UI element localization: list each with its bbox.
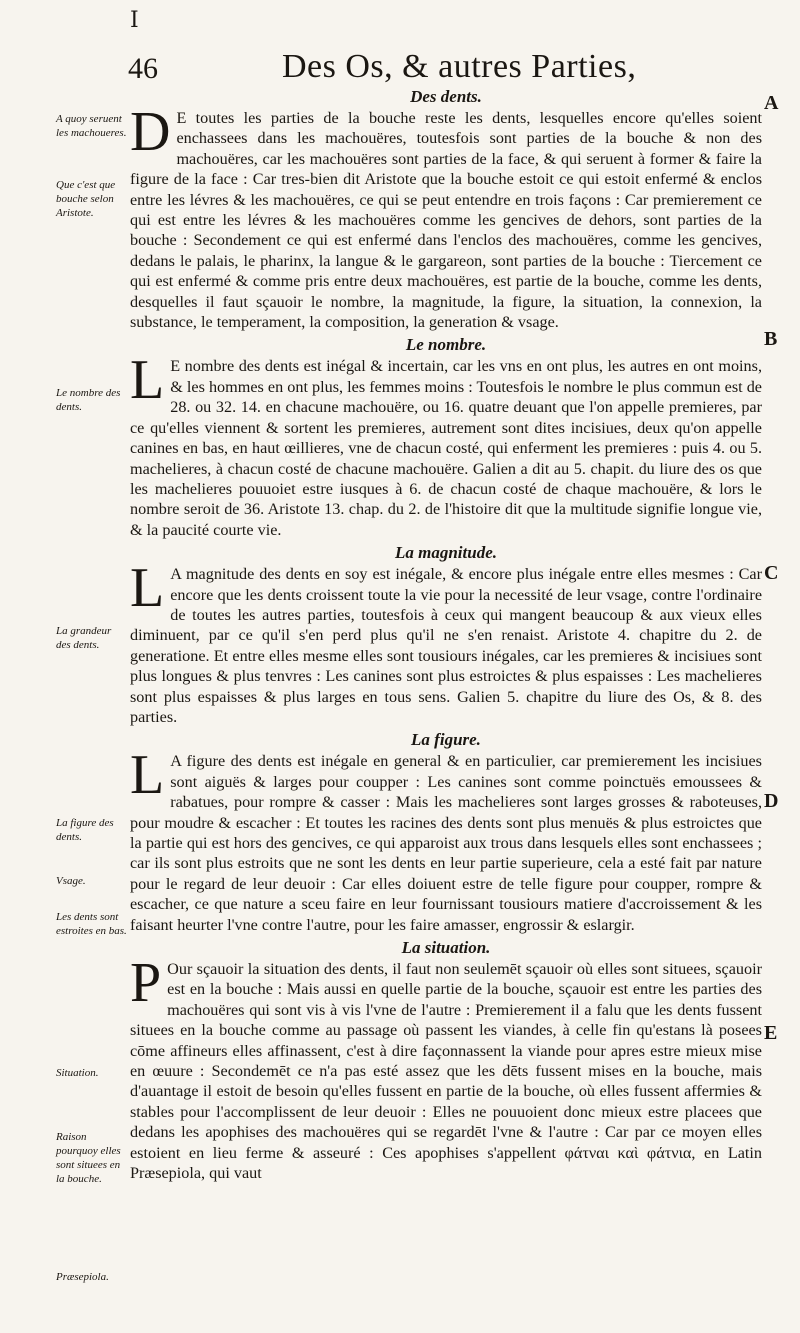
drop-cap: L — [130, 557, 165, 620]
paragraph-text: E toutes les parties de la bouche reste les dents, lesquelles encore qu'elles soient enchassees dans les machouëres, toutesfois sont parties de la bouche & non des machouëres, car les machouëres sont parties de la face, & qui seruent à former & faire la figure de la face : Car tres-bien dit Aristote que la bouche estoit ce qui estoit enfermé & enclos entre les lévres & les machouëres, ce qui se peut entendre en trois façons : Car premierement ce qui est entre les lévres & les machouëres comme les gencives de dehors, sont parties de la bouche : Secondement ce qui est enfermé dans l'enclos des machouëres, comme les gencives, dedans le palais, le pharinx, la langue & le gargareon, sont parties de la bouche : Tiercement ce qui est enfermé & comme pris entre deux machouëres, est partie de la bouche, comme les dents, desquelles il faut sçauoir le nombre, la magnitude, la figure, la situation, la connexion, la substance, le temperament, la composition, la generation & vsage. — [130, 109, 762, 332]
margin-note: Præsepiola. — [56, 1271, 109, 1283]
main-text-column — [130, 86, 762, 1184]
margin-letter-c: C — [764, 562, 779, 584]
margin-note: A quoy seruent les machoueres. — [56, 113, 127, 139]
paragraph-text: E nombre des dents est inégal & incertain, car les vns en ont plus, les autres en ont moins, & les hommes en ont plus, les femmes moins : Toutesfois le nombre le plus commun est de 28. ou 32. 14. en chacune machouëre, ou 16. quatre deuant que l'on appelle premieres, par ce qu'elles viennent & sortent les premieres, autrement sont dites incisiues, deux qu'on appelle canines en bas, en haut œillieres, vne de chacun costé, qui enferment les premieres : puis 4. ou 5. machelieres, à chacun costé de chacune machouëre. Galien a dit au 5. chapit. du liure des os que les machelieres pouuoiet estre iusques à 6. de chacun costé de chaque machouëre, & lors le nombre seroit de 36. Aristote 13. chap. du 2. de l'histoire dit que la multitude signifie longue vie, & la paucité courte vie. — [130, 357, 762, 539]
top-mark: I — [130, 8, 139, 33]
margin-note: La figure des dents. — [56, 817, 114, 843]
section-paragraph — [130, 744, 762, 935]
margin-letter-a: A — [764, 92, 779, 114]
section-title: La situation. — [401, 938, 491, 958]
margin-note: La grandeur des dents. — [56, 625, 112, 651]
margin-note: Raison pourquoy elles sont situees en la bouche. — [56, 1131, 121, 1185]
margin-letter-d: D — [764, 790, 779, 812]
section-title: La figure. — [411, 730, 481, 750]
margin-note: Situation. — [56, 1067, 99, 1079]
page-number: 46 — [128, 52, 158, 85]
drop-cap: L — [130, 744, 165, 807]
margin-note: Que c'est que bouche selon Aristote. — [56, 179, 116, 219]
section-paragraph — [130, 349, 762, 540]
section-paragraph — [130, 952, 762, 1183]
section-paragraph — [130, 557, 762, 727]
paragraph-text: Our sçauoir la situation des dents, il faut non seulemēt sçauoir où elles sont situees, sçauoir est en la bouche : Mais aussi en quelle partie de la bouche, sçauoir est entre les parties des machouëres qui sont vis à vis l'vne de l'autre : Premierement il a falu que les dents fussent situees en la bouche comme au passage où passent les viandes, à celle fin qu'estans là posees cōme affineurs elles affinassent, c'est à dire façonnassent la viande pour apres estre mieux mise en œuure : Secondemēt ce n'a pas esté assez que les dēts fussent mises en la bouche, mais d'auantage il estoit de besoin qu'elles fussent en partie de la bouche, où elles fussent affermies & stables pour l'accomplissent de leur deuoir : Elles ne pouuoient donc mieux estre placees que dedans les apophises des machouëres qui se regardēt l'vne & l'autre : Car par ce moyen elles estoient en lieu ferme & asseuré : Ces apophises s'appellent φάτναι καὶ φάτνια, en Latin Præsepiola, qui vaut — [130, 960, 762, 1183]
section-title: Le nombre. — [405, 335, 487, 355]
margin-note: Vsage. — [56, 875, 86, 887]
section-title: Des dents. — [410, 87, 482, 106]
drop-cap: L — [130, 349, 165, 412]
drop-cap: P — [130, 952, 162, 1015]
margin-note: Le nombre des dents. — [56, 387, 121, 413]
section-paragraph — [130, 101, 762, 332]
margin-letter-e: E — [764, 1022, 778, 1044]
drop-cap: D — [130, 101, 171, 163]
paragraph-text: A magnitude des dents en soy est inégale, & encore plus inégale entre elles mesmes : Car encore que les dents croissent toute la vie pour la necessité de leur vsage, contre l'ordinaire de toutes les autres parties, toutesfois à ceux qui mangent beaucoup & aux vieux elles diminuent, par ce qu'il s'en perd plus qu'il ne s'en renaist. Aristote 4. chapitre du 2. de generatione. Et entre elles mesme elles sont tousiours inégales, car les premieres & incisiues sont plus longues & plus tenvres : Les canines sont plus estroictes & plus espaisses : Les machelieres sont plus espaisses & plus larges en tous sens. Galien 5. chapitre du liure des Os, & 8. des parties. — [130, 565, 762, 726]
margin-letter-b: B — [764, 328, 778, 350]
section-title: La magnitude. — [394, 543, 497, 563]
margin-note: Les dents sont estroites en bas. — [56, 911, 127, 937]
paragraph-text: A figure des dents est inégale en general & en particulier, car premierement les incisiues sont aiguës & larges pour coupper : Les canines sont comme poinctuës emoussees & rabatues, pour rompre & casser : Mais les machelieres sont larges grosses & raboteuses, pour moudre & escacher : Et toutes les racines des dents sont plus menuës & plus estroictes que la partie qui est hors des gencives, ce qui apparoist aux trous dans lesquels elles sont enchassees ; car ils sont plus estroits que ne sont les dents en leur partie superieure, cela a esté fait par nature pour le regard de leur deuoir : Car elles doiuent estre de telle figure pour coupper, rompre & escacher, ce que nature a sceu faire en leur fournissant tousiours matiere d'accroissement & les faisant heurter l'vne contre l'autre, pour les faire amasser, engrossir & eslargir. — [130, 752, 762, 934]
running-title: Des Os, & autres Parties, — [282, 48, 637, 85]
